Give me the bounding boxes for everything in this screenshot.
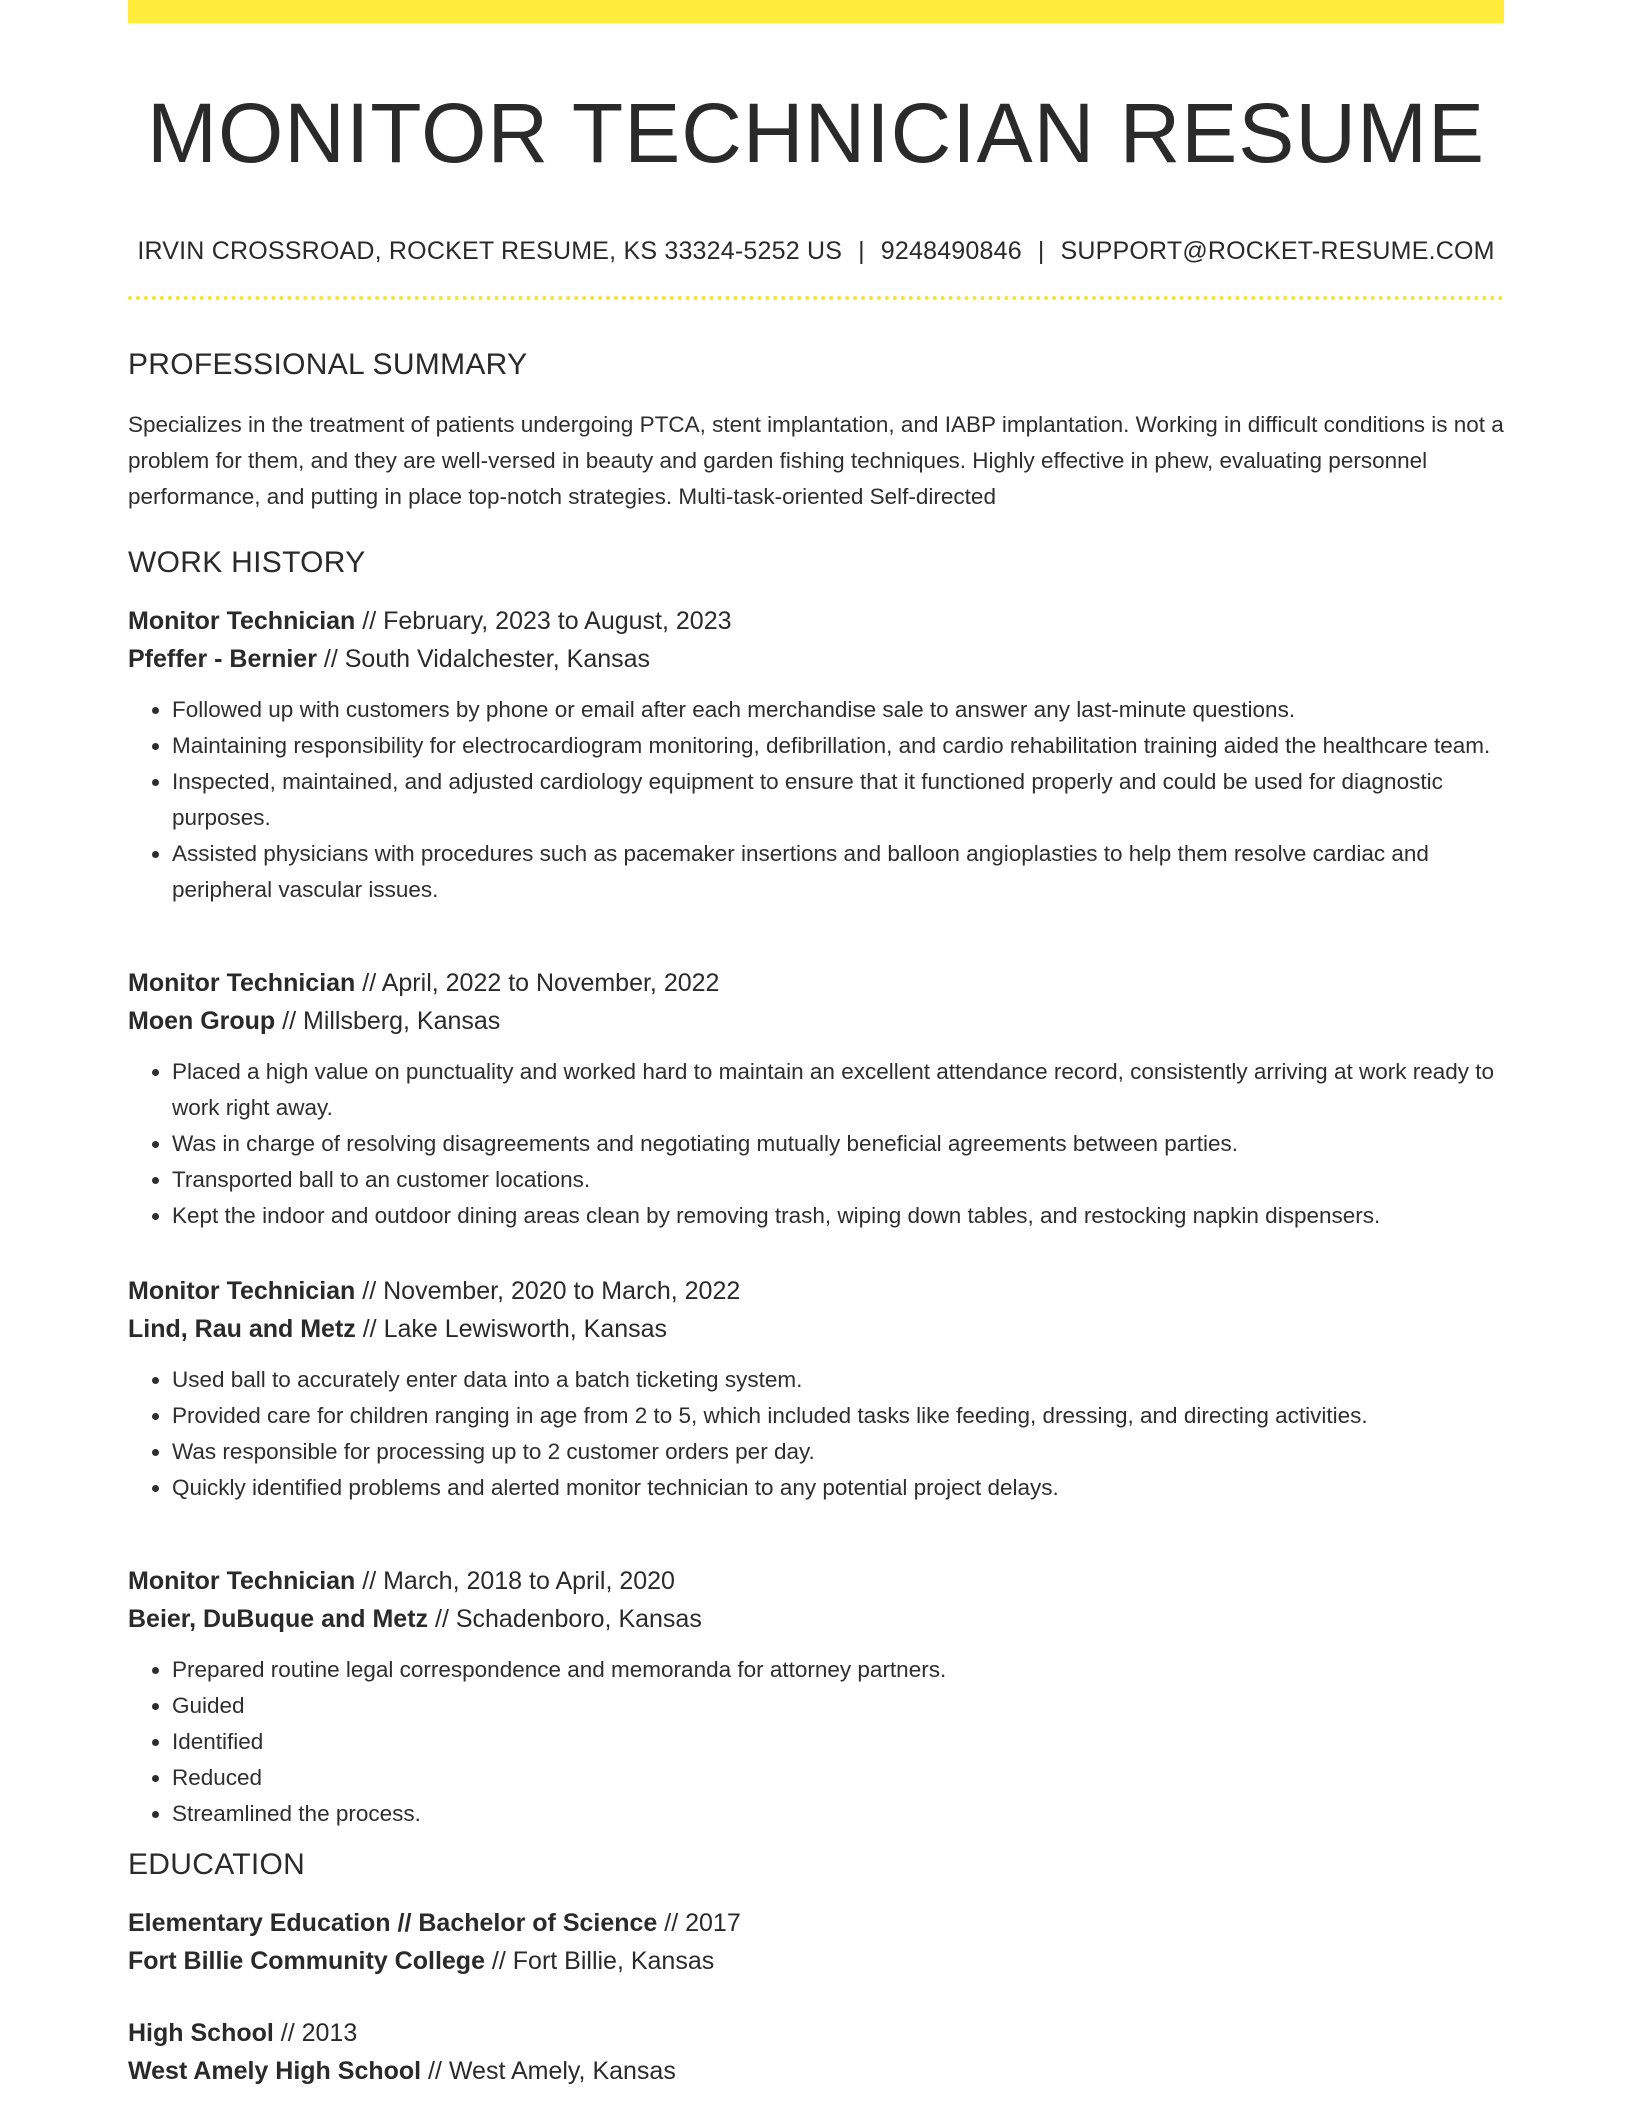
resume-title: MONITOR TECHNICIAN RESUME <box>147 86 1485 180</box>
job-bullet: • Streamlined the process. <box>172 1796 1504 1832</box>
education-school: West Amely High School <box>128 2057 422 2086</box>
summary-text: Specializes in the treatment of patients undergoing PTCA, stent implantation, and IABP implantation. Working in difficult conditions is not a problem for them, and they are well-versed in beauty and garden fishing techniques. Highly effective in phew, evaluating personnel performance, and putting in place top-notch strategies. Multi-task-oriented Self-directed <box>128 412 1504 510</box>
education-location: // Fort Billie, Kansas <box>484 1947 715 1976</box>
job-company: Lind, Rau and Metz <box>128 1315 356 1344</box>
job-location: // South Vidalchester, Kansas <box>316 645 651 674</box>
job-dates: // April, 2022 to November, 2022 <box>355 969 720 998</box>
job-title-line <box>128 964 1504 1002</box>
education-entry <box>128 1904 1504 1980</box>
education-school: Fort Billie Community College <box>128 1947 485 1976</box>
job-bullet: • Was in charge of resolving disagreements and negotiating mutually beneficial agreements between parties. <box>172 1126 1504 1162</box>
education-school-line <box>128 1942 1504 1980</box>
job-bullet: • Inspected, maintained, and adjusted cardiology equipment to ensure that it functioned properly and could be used for diagnostic purposes. <box>172 764 1504 836</box>
job-bullet: • Quickly identified problems and alerted monitor technician to any potential project delays. <box>172 1470 1504 1506</box>
job-bullet: • Kept the indoor and outdoor dining areas clean by removing trash, wiping down tables, and restocking napkin dispensers. <box>172 1198 1504 1234</box>
job-company-line <box>128 1310 1504 1348</box>
education-school-line <box>128 2052 1504 2090</box>
job-location: // Millsberg, Kansas <box>275 1007 501 1036</box>
education-heading: EDUCATION <box>128 1848 306 1882</box>
education-degree-line <box>128 2014 1504 2052</box>
job-title: Monitor Technician <box>128 969 356 998</box>
job-bullets <box>128 1652 1504 1832</box>
job-dates: // February, 2023 to August, 2023 <box>355 607 732 636</box>
job-bullet: • Guided <box>172 1688 1504 1724</box>
job-bullets <box>128 1054 1504 1234</box>
education-degree-line <box>128 1904 1504 1942</box>
job-company: Pfeffer - Bernier <box>128 645 317 674</box>
job-title: Monitor Technician <box>128 607 356 636</box>
contact-separator: | <box>1037 237 1045 266</box>
contact-address: IRVIN CROSSROAD, ROCKET RESUME, KS 33324-5252 US <box>137 237 843 266</box>
job-bullets <box>128 692 1504 908</box>
job-title: Monitor Technician <box>128 1567 356 1596</box>
contact-email: SUPPORT@ROCKET-RESUME.COM <box>1060 237 1495 266</box>
job-bullet: • Identified <box>172 1724 1504 1760</box>
job-title-line <box>128 1562 1504 1600</box>
job-entry <box>128 1272 1504 1506</box>
job-title: Monitor Technician <box>128 1277 356 1306</box>
resume-page <box>128 0 1504 2090</box>
job-bullet: • Placed a high value on punctuality and worked hard to maintain an excellent attendance record, consistently arriving at work ready to work right away. <box>172 1054 1504 1126</box>
job-bullet: • Prepared routine legal correspondence and memoranda for attorney partners. <box>172 1652 1504 1688</box>
job-bullet: • Maintaining responsibility for electrocardiogram monitoring, defibrillation, and cardio rehabilitation training aided the healthcare team. <box>172 728 1504 764</box>
job-bullet: • Transported ball to an customer locations. <box>172 1162 1504 1198</box>
job-company: Moen Group <box>128 1007 276 1036</box>
job-bullet: • Followed up with customers by phone or email after each merchandise sale to answer any last-minute questions. <box>172 692 1504 728</box>
job-bullets <box>128 1362 1504 1506</box>
job-bullet: • Was responsible for processing up to 2 customer orders per day. <box>172 1434 1504 1470</box>
job-bullet: • Reduced <box>172 1760 1504 1796</box>
job-dates: // November, 2020 to March, 2022 <box>355 1277 741 1306</box>
education-year: // 2017 <box>657 1909 741 1938</box>
job-entry <box>128 1562 1504 1832</box>
job-company-line <box>128 640 1504 678</box>
education-entry <box>128 2014 1504 2090</box>
summary-heading: PROFESSIONAL SUMMARY <box>128 348 528 382</box>
contact-separator: | <box>858 237 865 266</box>
education-degree: Elementary Education // Bachelor of Science <box>128 1909 658 1938</box>
dotted-divider <box>128 296 1504 300</box>
job-company-line <box>128 1002 1504 1040</box>
work-history-heading: WORK HISTORY <box>128 546 366 580</box>
education-location: // West Amely, Kansas <box>421 2057 676 2086</box>
job-location: // Schadenboro, Kansas <box>428 1605 702 1634</box>
job-bullet: • Provided care for children ranging in age from 2 to 5, which included tasks like feeding, dressing, and directing activities. <box>172 1398 1504 1434</box>
education-year: // 2013 <box>273 2019 358 2048</box>
job-dates: // March, 2018 to April, 2020 <box>355 1567 675 1596</box>
job-company: Beier, DuBuque and Metz <box>128 1605 429 1634</box>
job-title-line <box>128 602 1504 640</box>
job-bullet: • Used ball to accurately enter data into a batch ticketing system. <box>172 1362 1504 1398</box>
top-accent-bar <box>128 0 1504 23</box>
contact-line <box>128 237 1504 266</box>
job-location: // Lake Lewisworth, Kansas <box>355 1315 668 1344</box>
job-company-line <box>128 1600 1504 1638</box>
contact-phone: 9248490846 <box>880 237 1022 266</box>
job-title-line <box>128 1272 1504 1310</box>
education-degree: High School <box>128 2019 274 2048</box>
job-entry <box>128 602 1504 908</box>
job-entry <box>128 964 1504 1234</box>
job-bullet: • Assisted physicians with procedures such as pacemaker insertions and balloon angioplasties to help them resolve cardiac and peripheral vascular issues. <box>172 836 1504 908</box>
